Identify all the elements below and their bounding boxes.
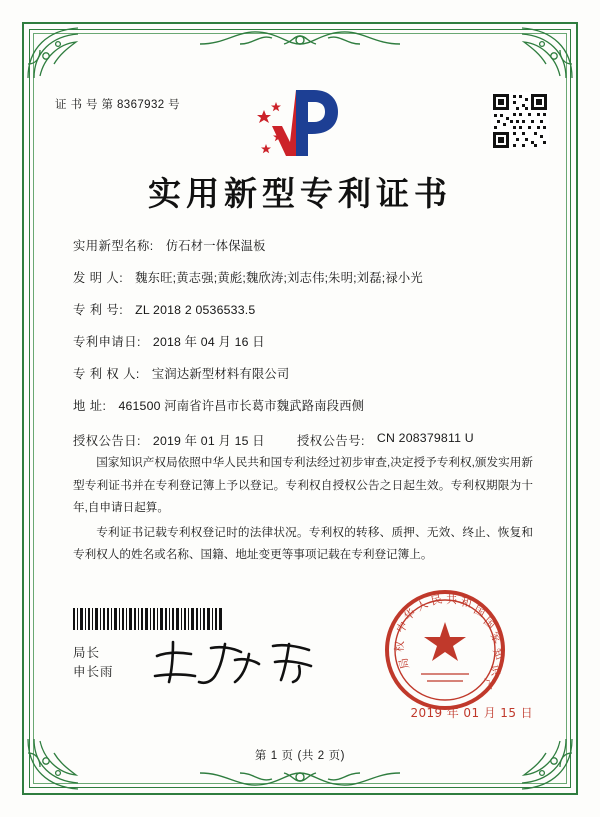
field-value: 2018 年 04 月 16 日 [152,335,265,350]
svg-text:华: 华 [401,606,419,624]
seal-date: 2019 年 01 月 15 日 [410,706,533,720]
field-label-grant-number: 授权公告号: [297,433,365,448]
signature-block [73,644,114,683]
svg-text:民: 民 [429,592,444,608]
certificate-content [45,48,555,769]
top-flourish-ornament [180,20,420,50]
field-label: 地 址: [73,399,107,414]
field-label: 发 明 人: [73,271,124,286]
svg-text:和: 和 [459,595,474,611]
field-value: 魏东旺;黄志强;黄彪;魏欣涛;刘志伟;朱明;刘磊;禄小光 [135,271,423,286]
field-label: 专 利 权 人: [73,367,140,382]
legal-paragraph-1: 国家知识产权局依照中华人民共和国专利法经过初步审查,决定授予专利权,颁发实用新型专利证书并在专利登记簿上予以登记。专利权自授权公告之日起生效。专利权期限为十年,自申请日起算。 [73,456,533,515]
field-value: 461500 河南省许昌市长葛市魏武路南段西侧 [118,399,365,414]
svg-text:权: 权 [393,640,407,653]
svg-text:家: 家 [487,629,505,646]
bottom-flourish-ornament [180,767,420,797]
field-value-grant-date: 2019 年 01 月 15 日 [152,433,265,448]
field-label: 专 利 号: [73,303,124,318]
field-value-grant-number: CN 208379811 U [376,430,474,445]
field-value: 仿石材一体保温板 [165,239,266,253]
svg-text:人: 人 [414,597,431,614]
svg-text:局: 局 [396,656,412,671]
official-seal-icon [383,588,507,712]
director-title-label: 局长 [73,646,101,660]
svg-text:国: 国 [471,603,488,620]
svg-text:共: 共 [446,593,457,606]
qr-code-icon [491,92,549,150]
field-row-patentee [73,366,535,383]
field-label: 实用新型名称: [73,239,154,253]
svg-text:识: 识 [488,663,503,677]
field-row-application-date [73,334,535,351]
field-row-patent-number [73,302,535,319]
legal-text-block [73,452,533,569]
barcode-icon [73,608,223,630]
field-row-address [73,398,535,415]
field-value: 宝润达新型材料有限公司 [151,367,290,382]
svg-text:知: 知 [490,646,507,662]
svg-text:国: 国 [480,614,498,632]
patent-office-logo-icon [252,86,348,160]
field-label-grant-date: 授权公告日: [73,433,141,448]
field-value: ZL 2018 2 0536533.5 [135,303,256,318]
field-label: 专利申请日: [73,335,141,350]
director-name-label: 申长雨 [73,665,114,680]
page-footer: 第 1 页 (共 2 页) [254,750,346,762]
handwritten-signature-icon [149,636,329,690]
field-row-utility-model-name [73,238,535,255]
page-title: 实用新型专利证书 [148,174,452,213]
legal-paragraph-2: 专利证书记载专利权登记时的法律状况。专利权的转移、质押、无效、终止、恢复和专利权人的姓名或名称、国籍、地址变更等事项记载在专利登记簿上。 [73,525,533,562]
svg-text:中: 中 [393,619,411,636]
certificate-number: 证 书 号 第 8367932 号 [55,99,181,111]
field-row-grant-announcement [73,431,535,449]
patent-fields-list [73,238,535,464]
field-row-inventors [73,270,535,287]
svg-text:产: 产 [480,677,495,691]
